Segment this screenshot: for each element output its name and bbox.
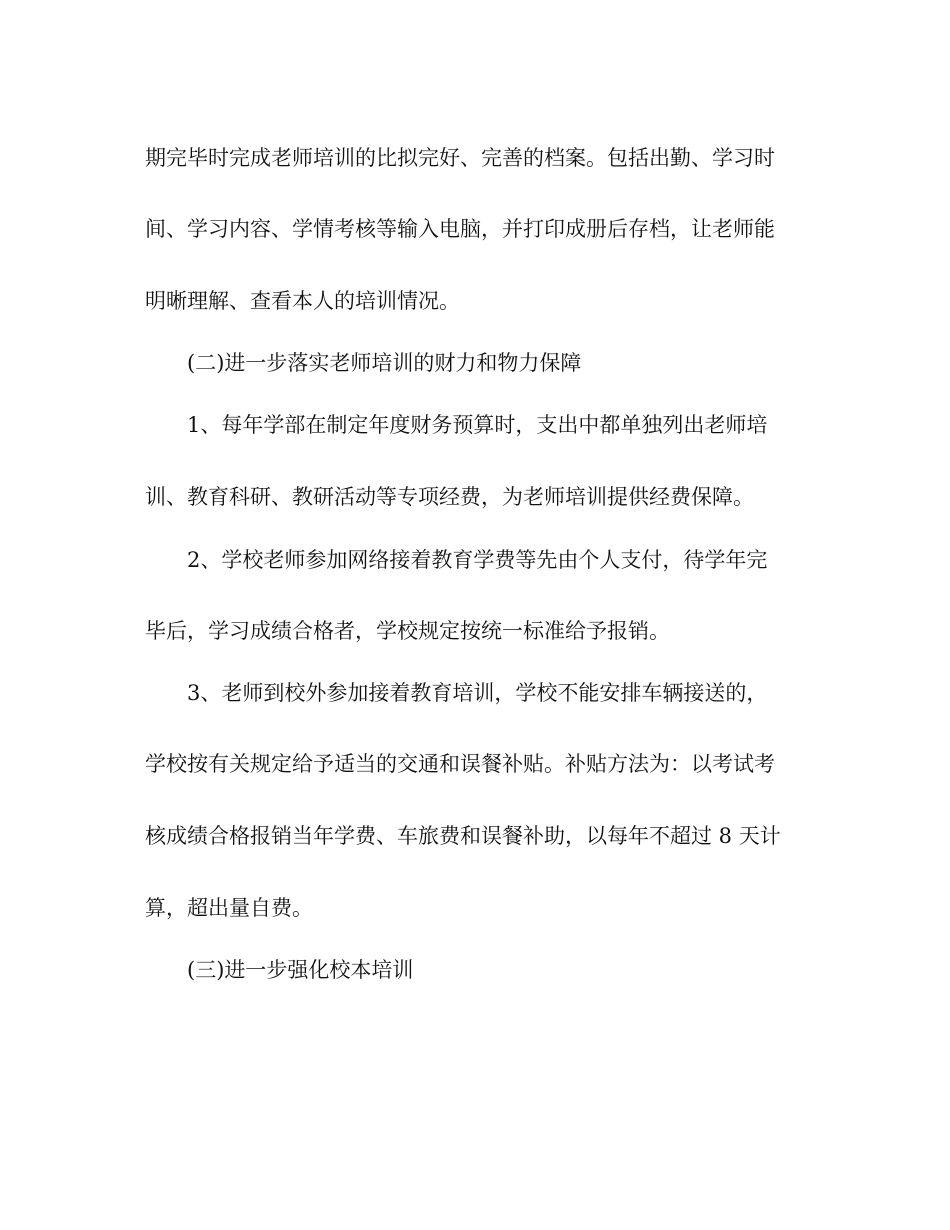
text-line: 2、学校老师参加网络接着教育学费等先由个人支付，待学年完 [187, 548, 768, 572]
text-line: 期完毕时完成老师培训的比拟完好、完善的档案。包括出勤、学习时 [145, 146, 775, 170]
text-line: 学校按有关规定给予适当的交通和误餐补贴。补贴方法为：以考试考 [145, 752, 775, 776]
text-line: 明晰理解、查看本人的培训情况。 [145, 289, 460, 313]
text-line: 算，超出量自费。 [145, 896, 313, 920]
text-line: 间、学习内容、学情考核等输入电脑，并打印成册后存档，让老师能 [145, 217, 775, 241]
section-heading: (二)进一步落实老师培训的财力和物力保障 [187, 351, 582, 375]
text-line: 1、每年学部在制定年度财务预算时，支出中都单独列出老师培 [187, 413, 768, 437]
text-line: 核成绩合格报销当年学费、车旅费和误餐补助，以每年不超过 8 天计 [145, 824, 781, 848]
text-line: 毕后，学习成绩合格者，学校规定按统一标准给予报销。 [145, 619, 670, 643]
section-heading: (三)进一步强化校本培训 [187, 958, 414, 982]
text-line: 3、老师到校外参加接着教育培训，学校不能安排车辆接送的， [187, 681, 768, 705]
text-line: 训、教育科研、教研活动等专项经费，为老师培训提供经费保障。 [145, 485, 754, 509]
